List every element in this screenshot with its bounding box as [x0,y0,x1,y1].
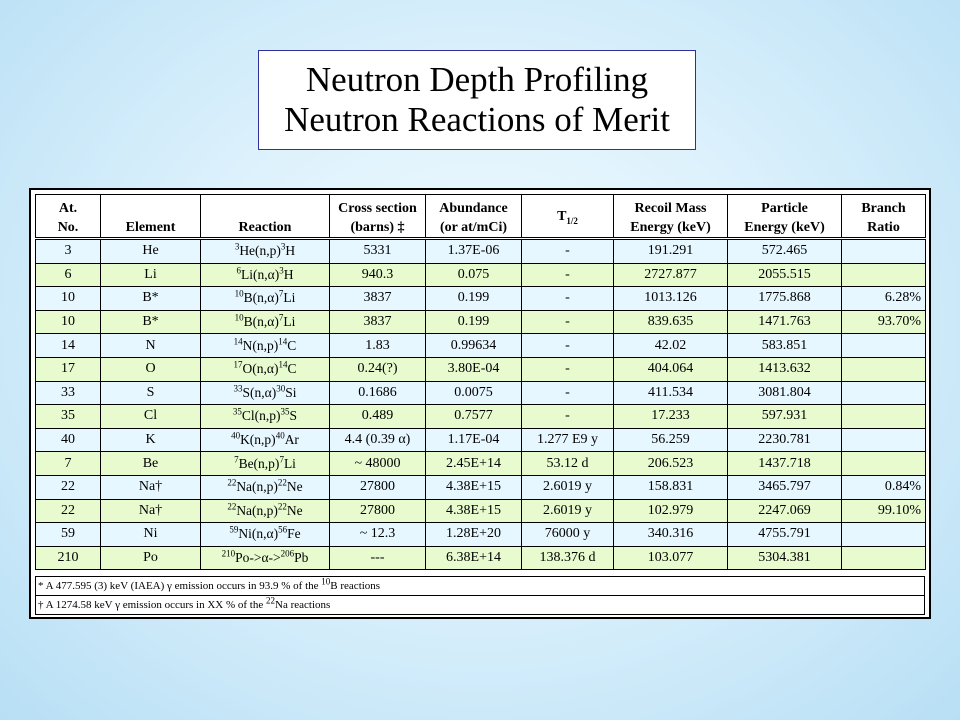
cell-abundance: 0.199 [426,310,522,334]
cell-half-life: 76000 y [522,523,614,547]
cell-reaction: $^3He(n,p)^3H$ [201,239,330,264]
cell-element: Na† [101,499,201,523]
cell-reaction: $^{10}B(n,\alpha)^7Li$ [201,310,330,334]
cell-particle-energy: 1775.868 [728,287,842,311]
header-reaction: Reaction [201,195,330,239]
cell-branch-ratio [842,546,926,570]
footnote-sodium: † A 1274.58 keV γ emission occurs in XX % of the $^{22}$Na reactions [35,595,925,615]
cell-atomic-number: 59 [36,523,101,547]
cell-element: He [101,239,201,264]
cell-half-life: 2.6019 y [522,475,614,499]
cell-half-life: - [522,381,614,405]
cell-abundance: 0.99634 [426,334,522,358]
slide-title [258,50,696,150]
cell-abundance: 3.80E-04 [426,357,522,381]
cell-branch-ratio [842,263,926,287]
cell-reaction: $^{22}Na(n,p)^{22}Ne$ [201,499,330,523]
cell-atomic-number: 17 [36,357,101,381]
table-row [36,546,926,570]
cell-cross-section: 27800 [330,475,426,499]
header-branch-ratio: Branch Ratio [842,195,926,239]
cell-branch-ratio: 0.84% [842,475,926,499]
cell-cross-section: 5331 [330,239,426,264]
cell-particle-energy: 1471.763 [728,310,842,334]
table-row [36,263,926,287]
cell-half-life: - [522,263,614,287]
cell-reaction: $^{33}S(n,\alpha)^{30}Si$ [201,381,330,405]
cell-branch-ratio [842,334,926,358]
cell-branch-ratio [842,452,926,476]
cell-element: O [101,357,201,381]
cell-half-life: - [522,310,614,334]
cell-atomic-number: 10 [36,310,101,334]
table-row [36,523,926,547]
cell-element: Ni [101,523,201,547]
cell-atomic-number: 14 [36,334,101,358]
cell-recoil-energy: 839.635 [614,310,728,334]
cell-particle-energy: 1413.632 [728,357,842,381]
cell-branch-ratio: 6.28% [842,287,926,311]
cell-cross-section: 940.3 [330,263,426,287]
cell-particle-energy: 3081.804 [728,381,842,405]
header-row [36,195,926,239]
cell-recoil-energy: 103.077 [614,546,728,570]
cell-cross-section: 0.489 [330,405,426,429]
cell-atomic-number: 210 [36,546,101,570]
cell-recoil-energy: 191.291 [614,239,728,264]
cell-half-life: - [522,287,614,311]
cell-branch-ratio: 99.10% [842,499,926,523]
cell-atomic-number: 10 [36,287,101,311]
cell-atomic-number: 3 [36,239,101,264]
cell-branch-ratio [842,239,926,264]
cell-cross-section: 27800 [330,499,426,523]
cell-abundance: 1.37E-06 [426,239,522,264]
cell-cross-section: 0.1686 [330,381,426,405]
cell-abundance: 2.45E+14 [426,452,522,476]
cell-recoil-energy: 102.979 [614,499,728,523]
reactions-table-frame [29,188,931,619]
cell-element: S [101,381,201,405]
cell-reaction: $^{40}K(n,p)^{40}Ar$ [201,428,330,452]
cell-recoil-energy: 340.316 [614,523,728,547]
cell-element: Po [101,546,201,570]
table-row [36,499,926,523]
cell-particle-energy: 1437.718 [728,452,842,476]
cell-atomic-number: 40 [36,428,101,452]
header-element: Element [101,195,201,239]
cell-cross-section: 4.4 (0.39 α) [330,428,426,452]
cell-reaction: $^7Be(n,p)^7Li$ [201,452,330,476]
cell-recoil-energy: 206.523 [614,452,728,476]
title-line-2: Neutron Reactions of Merit [284,100,670,139]
cell-half-life: 53.12 d [522,452,614,476]
cell-cross-section: ~ 48000 [330,452,426,476]
cell-particle-energy: 5304.381 [728,546,842,570]
cell-recoil-energy: 56.259 [614,428,728,452]
table-row [36,357,926,381]
cell-recoil-energy: 2727.877 [614,263,728,287]
cell-cross-section: 3837 [330,287,426,311]
table-row [36,405,926,429]
header-cross-section: Cross section (barns) ‡ [330,195,426,239]
cell-reaction: $^{17}O(n,\alpha)^{14}C$ [201,357,330,381]
cell-abundance: 0.075 [426,263,522,287]
cell-half-life: - [522,239,614,264]
table-body [36,239,926,570]
cell-atomic-number: 6 [36,263,101,287]
cell-recoil-energy: 411.534 [614,381,728,405]
cell-element: B* [101,310,201,334]
cell-element: B* [101,287,201,311]
cell-recoil-energy: 17.233 [614,405,728,429]
cell-abundance: 0.0075 [426,381,522,405]
header-recoil-energy: Recoil Mass Energy (keV) [614,195,728,239]
table-row [36,452,926,476]
cell-reaction: $^{59}Ni(n,\alpha)^{56}Fe$ [201,523,330,547]
cell-cross-section: 3837 [330,310,426,334]
header-half-life: $T_{1/2}$ [522,195,614,239]
cell-abundance: 6.38E+14 [426,546,522,570]
cell-atomic-number: 22 [36,499,101,523]
cell-element: K [101,428,201,452]
cell-element: Cl [101,405,201,429]
table-row [36,381,926,405]
cell-element: Li [101,263,201,287]
cell-recoil-energy: 158.831 [614,475,728,499]
cell-particle-energy: 2230.781 [728,428,842,452]
cell-cross-section: 1.83 [330,334,426,358]
header-abundance: Abundance (or at/mCi) [426,195,522,239]
cell-branch-ratio [842,381,926,405]
table-row [36,475,926,499]
cell-half-life: 138.376 d [522,546,614,570]
reactions-table [35,194,926,570]
table-row [36,428,926,452]
cell-branch-ratio [842,428,926,452]
cell-abundance: 0.199 [426,287,522,311]
cell-abundance: 4.38E+15 [426,499,522,523]
cell-branch-ratio [842,405,926,429]
cell-half-life: - [522,357,614,381]
cell-reaction: $^{210}$Po->α->$^{206}$Pb [201,546,330,570]
cell-recoil-energy: 404.064 [614,357,728,381]
cell-particle-energy: 4755.791 [728,523,842,547]
cell-atomic-number: 22 [36,475,101,499]
table-row [36,287,926,311]
header-atomic-number: At. No. [36,195,101,239]
cell-atomic-number: 7 [36,452,101,476]
title-line-1: Neutron Depth Profiling [305,60,649,99]
cell-branch-ratio: 93.70% [842,310,926,334]
cell-abundance: 4.38E+15 [426,475,522,499]
cell-particle-energy: 3465.797 [728,475,842,499]
cell-abundance: 1.17E-04 [426,428,522,452]
cell-atomic-number: 33 [36,381,101,405]
cell-abundance: 0.7577 [426,405,522,429]
cell-reaction: $^{14}N(n,p)^{14}C$ [201,334,330,358]
cell-branch-ratio [842,357,926,381]
cell-element: Na† [101,475,201,499]
cell-atomic-number: 35 [36,405,101,429]
cell-particle-energy: 597.931 [728,405,842,429]
cell-particle-energy: 572.465 [728,239,842,264]
cell-reaction: $^{10}B(n,\alpha)^7Li$ [201,287,330,311]
table-row [36,239,926,264]
cell-reaction: $^{22}Na(n,p)^{22}Ne$ [201,475,330,499]
table-row [36,310,926,334]
cell-reaction: $^6Li(n,\alpha)^3H$ [201,263,330,287]
header-particle-energy: Particle Energy (keV) [728,195,842,239]
cell-cross-section: 0.24(?) [330,357,426,381]
cell-particle-energy: 583.851 [728,334,842,358]
cell-cross-section: ~ 12.3 [330,523,426,547]
cell-recoil-energy: 1013.126 [614,287,728,311]
table-row [36,334,926,358]
cell-element: Be [101,452,201,476]
cell-particle-energy: 2247.069 [728,499,842,523]
cell-reaction: $^{35}Cl(n,p)^{35}S$ [201,405,330,429]
cell-cross-section: --- [330,546,426,570]
cell-half-life: 2.6019 y [522,499,614,523]
footnote-boron: * A 477.595 (3) keV (IAEA) γ emission occurs in 93.9 % of the $^{10}$B reactions [35,576,925,596]
cell-half-life: - [522,334,614,358]
cell-half-life: - [522,405,614,429]
cell-branch-ratio [842,523,926,547]
cell-half-life: 1.277 E9 y [522,428,614,452]
cell-recoil-energy: 42.02 [614,334,728,358]
cell-abundance: 1.28E+20 [426,523,522,547]
cell-element: N [101,334,201,358]
cell-particle-energy: 2055.515 [728,263,842,287]
